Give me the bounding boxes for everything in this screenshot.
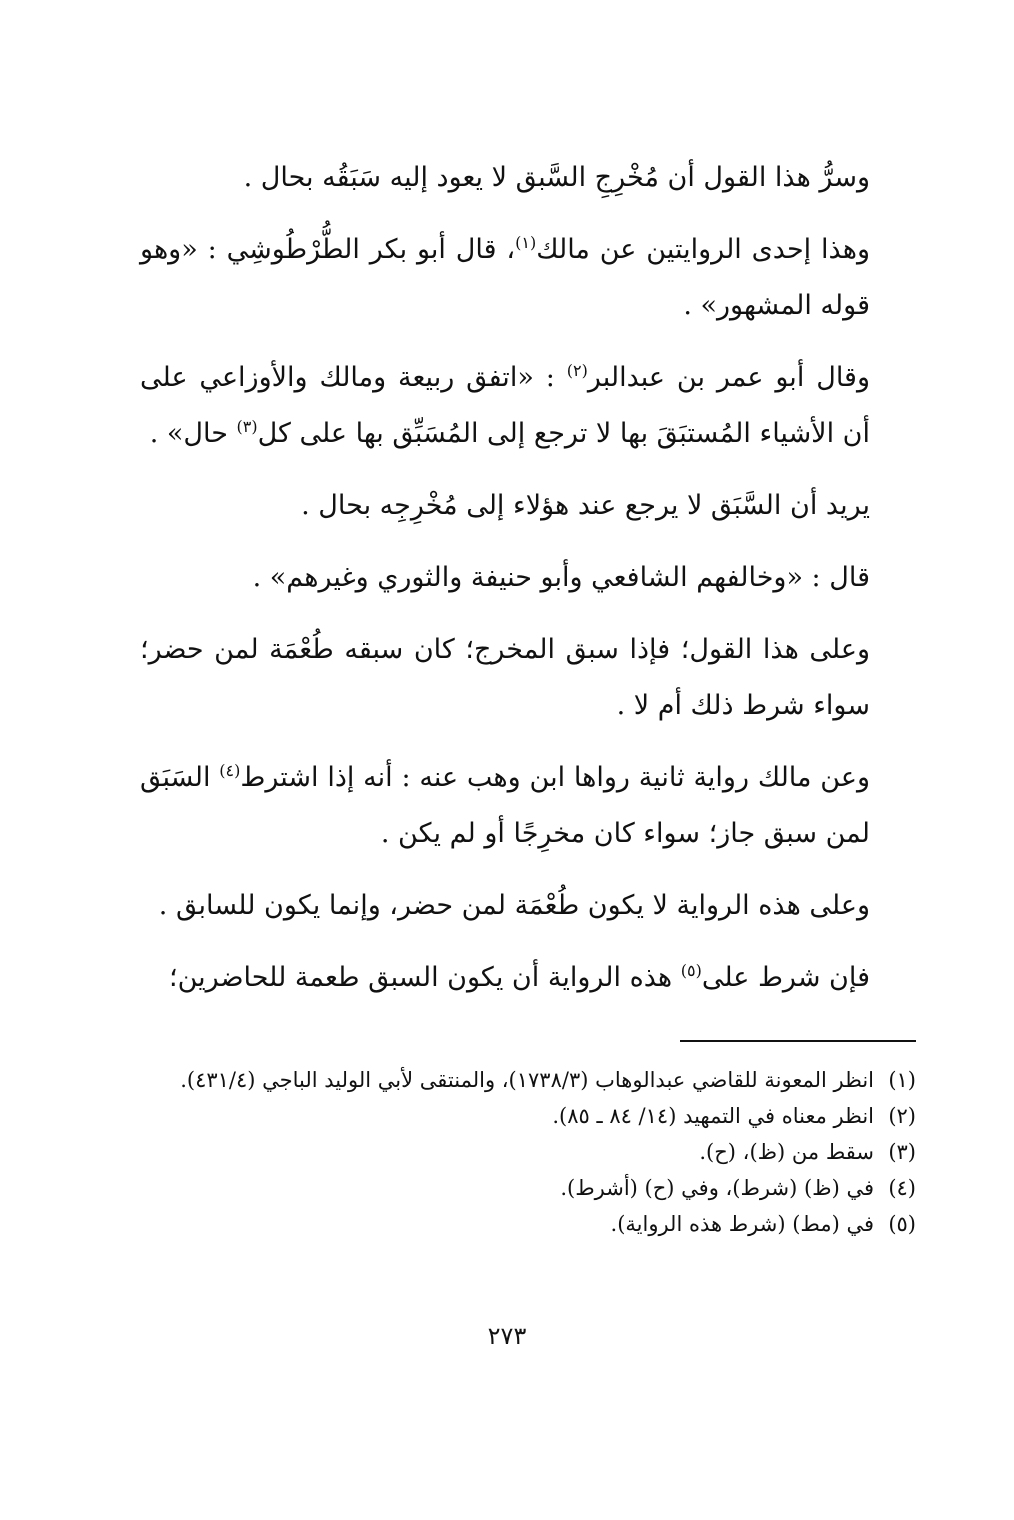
footnotes xyxy=(130,1062,916,1242)
footnote-separator xyxy=(680,1040,916,1042)
footnote-text: انظر معناه في التمهيد (١٤/ ٨٤ ـ ٨٥). xyxy=(552,1104,874,1128)
main-text xyxy=(140,150,870,1022)
paragraph-text: : «اتفق ربيعة ومالك والأوزاعي على أن الأشياء المُستبَقَ بها لا ترجع إلى المُسَبِّق بها على كل xyxy=(140,362,870,449)
paragraph xyxy=(140,222,870,334)
paragraph-text: فإن شرط على xyxy=(701,962,870,993)
paragraph-text: وعلى هذه الرواية لا يكون طُعْمَة لمن حضر، وإنما يكون للسابق . xyxy=(158,890,870,921)
paragraph-text: قال : «وخالفهم الشافعي وأبو حنيفة والثوري وغيرهم» . xyxy=(252,562,870,593)
footnote-marker: (٤) xyxy=(219,761,241,780)
footnote xyxy=(130,1062,916,1098)
paragraph-text: حال» . xyxy=(149,418,237,449)
paragraph xyxy=(140,878,870,934)
footnote-marker: (٣) xyxy=(236,417,258,436)
page-number: ٢٧٣ xyxy=(487,1322,527,1350)
footnote-marker: (١) xyxy=(515,233,537,252)
footnote xyxy=(130,1098,916,1134)
paragraph-text: وعلى هذا القول؛ فإذا سبق المخرج؛ كان سبقه طُعْمَة لمن حضر؛ سواء شرط ذلك أم لا . xyxy=(140,634,870,721)
footnote-number: (٥) xyxy=(888,1212,916,1236)
paragraph xyxy=(140,750,870,862)
paragraph xyxy=(140,150,870,206)
paragraph-text: وسرُّ هذا القول أن مُخْرِجِ السَّبق لا يعود إليه سَبَقُه بحال . xyxy=(243,162,870,193)
footnote-number: (٢) xyxy=(888,1104,916,1128)
paragraph-text: ، قال أبو بكر الطُّرْطُوشِي : «وهو قوله المشهور» . xyxy=(140,234,870,321)
paragraph-text: وقال أبو عمر بن عبدالبر xyxy=(587,362,870,393)
footnote-marker: (٥) xyxy=(680,961,702,980)
footnote-text: في (ظ) (شرط)، وفي (ح) (أشرط). xyxy=(560,1176,874,1200)
paragraph-text: هذه الرواية أن يكون السبق طعمة للحاضرين؛ xyxy=(169,962,681,993)
paragraph-text: يريد أن السَّبَق لا يرجع عند هؤلاء إلى مُخْرِجِه بحال . xyxy=(301,490,870,521)
footnote-marker: (٢) xyxy=(566,361,588,380)
paragraph-text: وهذا إحدى الروايتين عن مالك xyxy=(536,234,870,265)
paragraph xyxy=(140,350,870,462)
footnote-text: في (مط) (شرط هذه الرواية). xyxy=(610,1212,874,1236)
paragraph xyxy=(140,622,870,734)
footnote-number: (٣) xyxy=(888,1140,916,1164)
paragraph-text: وعن مالك رواية ثانية رواها ابن وهب عنه : أنه إذا اشترط xyxy=(240,762,870,793)
footnote-text: سقط من (ظ)، (ح). xyxy=(699,1140,874,1164)
footnote-text: انظر المعونة للقاضي عبدالوهاب (١٧٣٨/٣)، والمنتقى لأبي الوليد الباجي (٤٣١/٤). xyxy=(180,1068,874,1092)
paragraph xyxy=(140,550,870,606)
paragraph-text: السَبَق لمن سبق جاز؛ سواء كان مخرِجًا أو لم يكن . xyxy=(140,762,870,849)
footnote-number: (١) xyxy=(888,1068,916,1092)
footnote xyxy=(130,1134,916,1170)
paragraph xyxy=(140,478,870,534)
footnote xyxy=(130,1206,916,1242)
paragraph xyxy=(140,950,870,1006)
footnote-number: (٤) xyxy=(888,1176,916,1200)
footnote xyxy=(130,1170,916,1206)
